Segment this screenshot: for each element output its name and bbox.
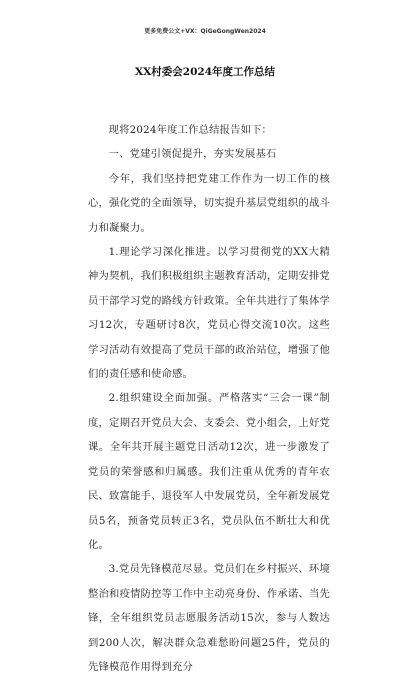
body-paragraph: 3.党员先锋模范尽显。党员们在乡村振兴、环境整治和疫情防控等工作中主动亮身份、作承诺、当先锋，全年组织党员志愿服务活动15次，参与人数达到200人次，解决群众急难愁盼问题25件，党员的先锋模范作用得到充分 — [88, 563, 330, 673]
document-title: XX村委会2024年度工作总结 — [134, 66, 276, 78]
body-paragraph: 2.组织建设全面加强。严格落实“三会一课”制度，定期召开党员大会、支委会、党小组会，上好党课。全年共开展主题党日活动12次，进一步激发了党员的荣誉感和归属感。我们注重从优秀的青年农民、致富能手、退役军人中发展党员，全年新发展党员5名，预备党员转正3名，党员队伍不断壮大和优化。 — [88, 392, 330, 551]
document-body — [88, 118, 330, 679]
header-note: 更多免费公文+VX：QiGeGongWen2024 — [144, 28, 266, 35]
body-paragraph: 今年，我们坚持把党建工作作为一切工作的核心，强化党的全面领导，切实提升基层党组织的战斗力和凝聚力。 — [88, 172, 330, 234]
intro-paragraph: 现将2024年度工作总结报告如下： — [108, 124, 273, 136]
section-heading: 一、党建引领促提升，夯实发展基石 — [108, 148, 277, 161]
body-paragraph: 1.理论学习深化推进。以学习贯彻党的XX大精神为契机，我们积极组织主题教育活动，定期安排党员干部学习党的路线方针政策。全年共进行了集体学习12次，专题研讨8次，党员心得交流10次。这些学习活动有效提高了党员干部的政治站位，增强了他们的责任感和使命感。 — [88, 246, 330, 381]
